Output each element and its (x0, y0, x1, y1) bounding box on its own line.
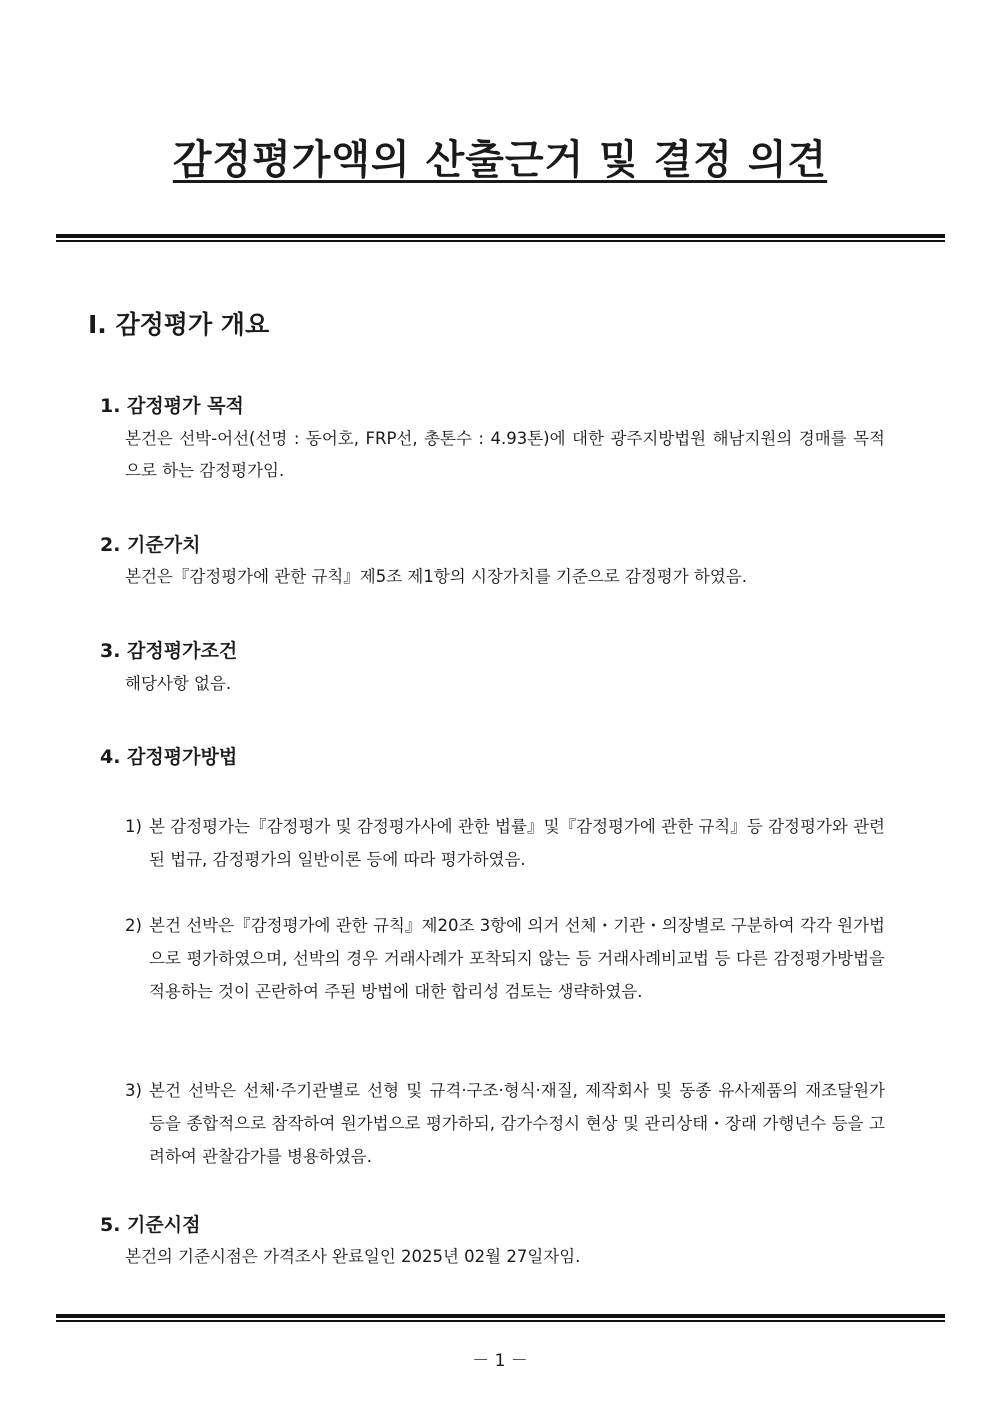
heading-base-date: 5. 기준시점 (100, 1214, 201, 1236)
method-item-2 (125, 909, 885, 1008)
page-number: － 1 － (472, 1351, 528, 1371)
document-title-text: 감정평가액의 산출근거 및 결정 의견 (172, 137, 828, 183)
heading-conditions: 3. 감정평가조건 (100, 640, 238, 662)
heading-value-basis: 2. 기준가치 (100, 534, 201, 556)
paragraph-conditions: 해당사항 없음. (125, 674, 232, 693)
method-item-number: 3) (125, 1081, 142, 1100)
paragraph-purpose: 본건은 선박-어선(선명 : 동어호, FRP선, 총톤수 : 4.93톤)에 대한 광주지방법원 해남지원의 경매를 목적으로 하는 감정평가임. (125, 429, 885, 480)
document-title (0, 128, 1000, 185)
section-title: Ⅰ. 감정평가 개요 (88, 310, 270, 339)
method-item-3 (125, 1074, 885, 1173)
heading-method: 4. 감정평가방법 (100, 746, 238, 768)
paragraph-value-basis: 본건은『감정평가에 관한 규칙』제5조 제1항의 시장가치를 기준으로 감정평가 하였음. (125, 567, 747, 586)
method-item-text: 본건 선박은 선체·주기관별로 선형 및 규격·구조·형식·재질, 제작회사 및 동종 유사제품의 재조달원가 등을 종합적으로 참작하여 원가법으로 평가하되, 감가수정시 현상 및 관리상태・장래 가행년수 등을 고려하여 관찰감가를 병용하였음. (149, 1081, 885, 1166)
bottom-double-rule (56, 1314, 945, 1322)
paragraph-base-date: 본건의 기준시점은 가격조사 완료일인 2025년 02월 27일자임. (125, 1247, 581, 1266)
method-item-number: 2) (125, 916, 142, 935)
top-double-rule (56, 234, 945, 242)
heading-purpose: 1. 감정평가 목적 (100, 395, 244, 417)
method-item-1 (125, 810, 885, 876)
method-item-text: 본 감정평가는『감정평가 및 감정평가사에 관한 법률』및『감정평가에 관한 규칙』등 감정평가와 관련된 법규, 감정평가의 일반이론 등에 따라 평가하였음. (149, 817, 885, 869)
method-item-text: 본건 선박은『감정평가에 관한 규칙』제20조 3항에 의거 선체・기관・의장별로 구분하여 각각 원가법으로 평가하였으며, 선박의 경우 거래사례가 포착되지 않는 등 거래사례비교법 등 다른 감정평가방법을 적용하는 것이 곤란하여 주된 방법에 대한 합리성 검토는 생략하였음. (149, 916, 885, 1001)
method-item-number: 1) (125, 817, 142, 836)
